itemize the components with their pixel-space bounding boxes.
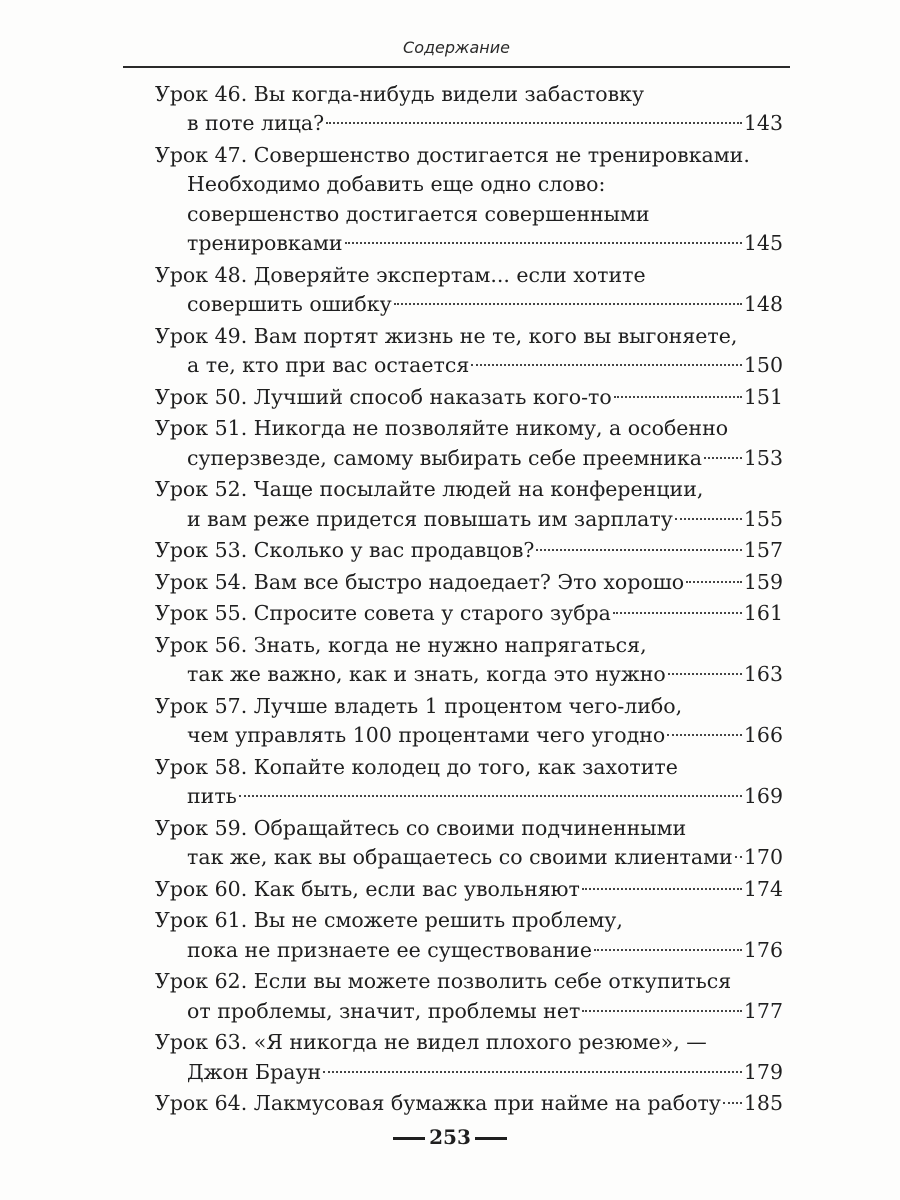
toc-entry-line xyxy=(155,536,783,565)
page-ref: 177 xyxy=(743,998,783,1023)
toc-entry-line xyxy=(155,170,783,199)
dot-leader xyxy=(613,612,742,614)
toc-entry[interactable] xyxy=(155,875,783,904)
page-ref: 169 xyxy=(743,784,783,809)
lesson-title-text: Вам портят жизнь не те, кого вы выгоняете, xyxy=(253,323,738,348)
toc-entry-line xyxy=(155,1089,783,1118)
lesson-title-text: Доверяйте экспертам... если хотите xyxy=(253,262,646,287)
toc-entry-line xyxy=(155,229,783,258)
toc-entry-line xyxy=(155,721,783,750)
page-ref: 143 xyxy=(743,111,783,136)
dot-leader xyxy=(735,856,742,858)
lesson-number: Урок 56. xyxy=(155,632,248,657)
toc-entry-line xyxy=(155,936,783,965)
toc-entry-line xyxy=(155,414,783,443)
toc-entry[interactable] xyxy=(155,814,783,873)
page-ref: 163 xyxy=(743,662,783,687)
lesson-title-text: так же, как вы обращаетесь со своими клиентами xyxy=(187,845,733,870)
dot-leader xyxy=(675,518,742,520)
lesson-number: Урок 53. xyxy=(155,538,248,563)
dot-leader xyxy=(723,1102,742,1104)
page-ref: 176 xyxy=(743,937,783,962)
toc-entry-line xyxy=(155,261,783,290)
toc-entry-line xyxy=(155,843,783,872)
toc-entry-line xyxy=(155,782,783,811)
lesson-number: Урок 59. xyxy=(155,815,248,840)
lesson-number: Урок 49. xyxy=(155,323,248,348)
dot-leader xyxy=(471,364,742,366)
lesson-number: Урок 57. xyxy=(155,693,248,718)
toc-entry-line xyxy=(155,967,783,996)
toc-entry-line xyxy=(155,1058,783,1087)
toc-entry[interactable] xyxy=(155,568,783,597)
page-ref: 153 xyxy=(743,445,783,470)
page-ref: 166 xyxy=(743,723,783,748)
toc-entry[interactable] xyxy=(155,475,783,534)
dot-leader xyxy=(667,734,742,736)
lesson-title-text: чем управлять 100 процентами чего угодно xyxy=(187,723,666,748)
lesson-title-text: Спросите совета у старого зубра xyxy=(253,601,611,626)
toc-entry[interactable] xyxy=(155,631,783,690)
lesson-title-text: тренировками xyxy=(187,231,343,256)
toc-entry-line xyxy=(155,568,783,597)
page-ref: 157 xyxy=(743,538,783,563)
dot-leader xyxy=(394,303,742,305)
lesson-title-text: Вам все быстро надоедает? Это хорошо xyxy=(253,569,685,594)
dot-leader xyxy=(326,122,742,124)
toc-entry[interactable] xyxy=(155,692,783,751)
header-rule xyxy=(123,66,790,68)
lesson-title-text: и вам реже придется повышать им зарплату xyxy=(187,506,673,531)
toc-entry[interactable] xyxy=(155,261,783,320)
dot-leader xyxy=(614,396,742,398)
lesson-number: Урок 52. xyxy=(155,477,248,502)
lesson-title-text: «Я никогда не видел плохого резюме», — xyxy=(253,1030,707,1055)
lesson-title-text: Лакмусовая бумажка при найме на работу xyxy=(253,1091,721,1116)
toc-entry-line xyxy=(155,997,783,1026)
folio-dash-left xyxy=(393,1137,425,1140)
toc-entry[interactable] xyxy=(155,1028,783,1087)
toc-entry-line xyxy=(155,351,783,380)
lesson-number: Урок 54. xyxy=(155,569,248,594)
dot-leader xyxy=(668,673,742,675)
toc-entry-line xyxy=(155,692,783,721)
lesson-number: Урок 63. xyxy=(155,1030,248,1055)
lesson-title-text: Обращайтесь со своими подчиненными xyxy=(253,815,687,840)
toc-entry-line xyxy=(155,660,783,689)
page-ref: 151 xyxy=(743,384,783,409)
lesson-number: Урок 64. xyxy=(155,1091,248,1116)
dot-leader xyxy=(582,888,742,890)
toc-entry[interactable] xyxy=(155,141,783,259)
dot-leader xyxy=(323,1071,742,1073)
lesson-number: Урок 47. xyxy=(155,142,248,167)
lesson-title-text: Джон Браун xyxy=(187,1059,322,1084)
lesson-title-text: Сколько у вас продавцов? xyxy=(253,538,535,563)
page-ref: 179 xyxy=(743,1059,783,1084)
toc-entry-line xyxy=(155,109,783,138)
toc-entry-line xyxy=(155,444,783,473)
lesson-title-text: пить xyxy=(187,784,237,809)
dot-leader xyxy=(345,242,742,244)
lesson-number: Урок 50. xyxy=(155,384,248,409)
page-number: 253 xyxy=(429,1125,471,1149)
lesson-number: Урок 55. xyxy=(155,601,248,626)
lesson-title-text: Лучший способ наказать кого-то xyxy=(253,384,612,409)
toc-entry-line xyxy=(155,322,783,351)
lesson-number: Урок 46. xyxy=(155,82,248,106)
toc-entry[interactable] xyxy=(155,383,783,412)
toc-entry-line xyxy=(155,383,783,412)
folio-dash-right xyxy=(475,1137,507,1140)
table-of-contents xyxy=(155,80,783,1119)
page-ref: 185 xyxy=(743,1091,783,1116)
lesson-number: Урок 61. xyxy=(155,908,248,933)
lesson-title-text: Знать, когда не нужно напрягаться, xyxy=(253,632,647,657)
lesson-number: Урок 58. xyxy=(155,754,248,779)
page-ref: 159 xyxy=(743,569,783,594)
toc-entry-line xyxy=(155,475,783,504)
toc-entry-line xyxy=(155,141,783,170)
lesson-number: Урок 62. xyxy=(155,969,248,994)
lesson-title-text: так же важно, как и знать, когда это нужно xyxy=(187,662,666,687)
page-ref: 145 xyxy=(743,231,783,256)
running-header: Содержание xyxy=(403,38,510,57)
lesson-number: Урок 48. xyxy=(155,262,248,287)
toc-entry-line xyxy=(155,906,783,935)
dot-leader xyxy=(686,581,742,583)
lesson-number: Урок 51. xyxy=(155,416,248,441)
toc-entry[interactable] xyxy=(155,80,783,139)
dot-leader xyxy=(536,549,742,551)
toc-entry-line xyxy=(155,631,783,660)
lesson-title-text: а те, кто при вас остается xyxy=(187,353,470,378)
lesson-title-text: Необходимо добавить еще одно слово: xyxy=(187,172,606,197)
toc-entry-line xyxy=(155,200,783,229)
lesson-title-text: Никогда не позволяйте никому, а особенно xyxy=(253,416,729,441)
lesson-title-text: Вы когда-нибудь видели забастовку xyxy=(253,82,645,106)
toc-entry-line xyxy=(155,80,783,109)
page-ref: 150 xyxy=(743,353,783,378)
lesson-title-text: совершить ошибку xyxy=(187,292,392,317)
page-folio xyxy=(0,1125,900,1149)
toc-entry-line xyxy=(155,875,783,904)
toc-entry-line xyxy=(155,599,783,628)
lesson-title-text: в поте лица? xyxy=(187,111,325,136)
toc-entry[interactable] xyxy=(155,1089,783,1118)
lesson-title-text: Лучше владеть 1 процентом чего-либо, xyxy=(253,693,683,718)
page-ref: 170 xyxy=(743,845,783,870)
toc-entry-line xyxy=(155,753,783,782)
toc-entry[interactable] xyxy=(155,536,783,565)
dot-leader xyxy=(594,949,742,951)
toc-entry-line xyxy=(155,290,783,319)
lesson-title-text: суперзвезде, самому выбирать себе преемника xyxy=(187,445,702,470)
dot-leader xyxy=(704,457,742,459)
page-ref: 174 xyxy=(743,876,783,901)
lesson-title-text: Совершенство достигается не тренировками. xyxy=(253,142,750,167)
lesson-title-text: Вы не сможете решить проблему, xyxy=(253,908,623,933)
toc-entry[interactable] xyxy=(155,414,783,473)
lesson-title-text: Копайте колодец до того, как захотите xyxy=(253,754,678,779)
lesson-title-text: пока не признаете ее существование xyxy=(187,937,592,962)
page-ref: 148 xyxy=(743,292,783,317)
page-ref: 161 xyxy=(743,601,783,626)
toc-entry-line xyxy=(155,814,783,843)
toc-entry-line xyxy=(155,1028,783,1057)
lesson-number: Урок 60. xyxy=(155,876,248,901)
lesson-title-text: Как быть, если вас увольняют xyxy=(253,876,580,901)
lesson-title-text: совершенство достигается совершенными xyxy=(187,201,650,226)
toc-entry-line xyxy=(155,505,783,534)
toc-entry[interactable] xyxy=(155,906,783,965)
toc-entry[interactable] xyxy=(155,753,783,812)
dot-leader xyxy=(582,1010,742,1012)
lesson-title-text: Чаще посылайте людей на конференции, xyxy=(253,477,704,502)
dot-leader xyxy=(239,795,742,797)
toc-entry[interactable] xyxy=(155,599,783,628)
toc-entry[interactable] xyxy=(155,322,783,381)
toc-entry[interactable] xyxy=(155,967,783,1026)
lesson-title-text: от проблемы, значит, проблемы нет xyxy=(187,998,581,1023)
lesson-title-text: Если вы можете позволить себе откупиться xyxy=(253,969,732,994)
page-ref: 155 xyxy=(743,506,783,531)
